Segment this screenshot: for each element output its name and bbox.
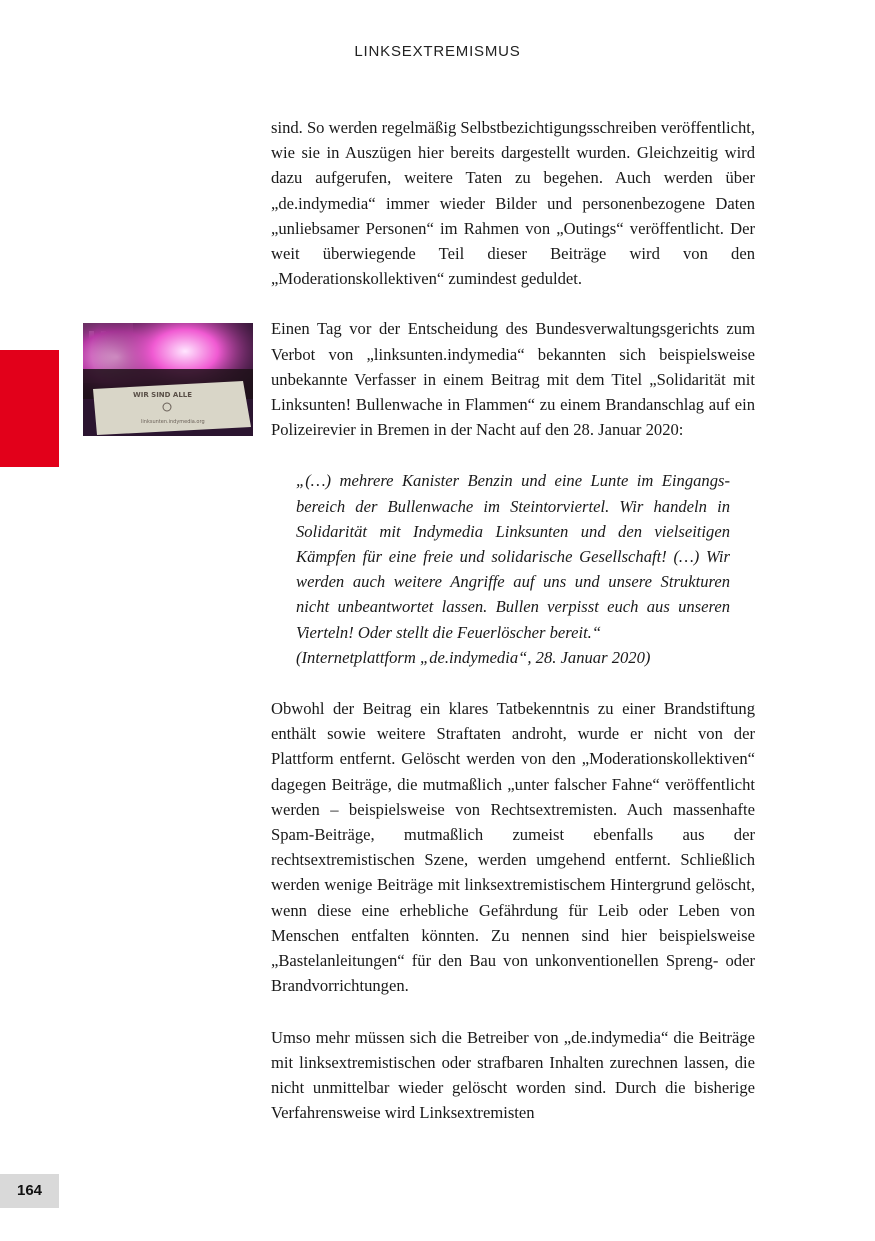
quote-source: (Internetplattform „de.indymedia“, 28. Januar 2020) (296, 647, 651, 667)
paragraph-1: sind. So werden regelmäßig Selbstbezichtigungsschreiben veröffentlicht, wie sie in Auszügen hier bereits dargestellt wurden. Gleichzeitig wird dazu aufgerufen, weitere Taten zu begehen. Auch werden über „de.indymedia“ immer wieder Bilder und personenbezogene Daten „unliebsamer Personen“ im Rahmen von „Outings“ veröffentlicht. Der weit überwiegende Teil dieser Beiträge wird von den „Moderationskollektiven“ zumindest geduldet. (271, 118, 756, 289)
quote-text: „(…) mehrere Kanister Benzin und eine Lunte im Eingangsbereich der Bullenwache im Steintorviertel. Wir handeln in Solidarität mit Indymedia Linksunten und den vielseitigen Kämpfen für eine freie und solidarische Gesellschaft! (…) Wir werden auch weitere Angriffe auf uns und unsere Strukturen nicht unbeantwortet lassen. Bullen verpisst euch aus unseren Vierteln! Oder stellt die Feuerlöscher bereit.“ (296, 471, 730, 642)
banner-text: WIR SIND ALLE (133, 391, 193, 399)
running-header: LINKSEXTREMISMUS (354, 43, 521, 60)
demonstration-photo (83, 323, 253, 436)
paragraph-4: Umso mehr müssen sich die Betreiber von „de.indymedia“ die Beiträge mit linksextremistischen oder strafbaren Inhalten zurechnen lassen, die nicht unmittelbar wieder gelöscht worden sind. Durch die bisherige Verfahrensweise wird Linksextremisten (271, 1027, 755, 1123)
blockquote (296, 468, 730, 670)
paragraph-3: Obwohl der Beitrag ein klares Tatbekenntnis zu einer Brandstiftung enthält sowie weitere Straftaten androht, wurde er nicht von der Plattform entfernt. Gelöscht werden von den „Moderationskollektiven“ dagegen Beiträge, die mutmaßlich „unter falscher Fahne“ veröffentlicht werden – beispielsweise von Rechtsextremisten. Auch massenhafte Spam-Beiträge, mutmaßlich zumeist ebenfalls aus der rechtsextremistischen Szene, werden umgehend entfernt. Schließlich werden wenige Beiträge mit linksextremistischem Hintergrund gelöscht, wenn diese eine erhebliche Gefährdung für Leib oder Leben von Menschen entfalten könnten. Zu nennen sind hier beispielsweise „Bastelanleitungen“ für den Bau von unkonventionellen Spreng- oder Brandvorrichtungen. (271, 699, 755, 996)
body-text (271, 115, 755, 1125)
paragraph-2: Einen Tag vor der Entscheidung des Bundesverwaltungsgerichts zum Verbot von „linksunten.indymedia“ bekannten sich beispielsweise unbekannte Verfasser in einem Beitrag mit dem Titel „Solidarität mit Linksunten! Bullenwache in Flammen“ zu einem Brandanschlag auf ein Polizeirevier in Bremen in der Nacht auf den 28. Januar 2020: (271, 319, 755, 440)
chapter-marker (0, 350, 59, 467)
banner-subtext: linksunten.indymedia.org (141, 419, 205, 425)
page-number: 164 (0, 1174, 59, 1208)
